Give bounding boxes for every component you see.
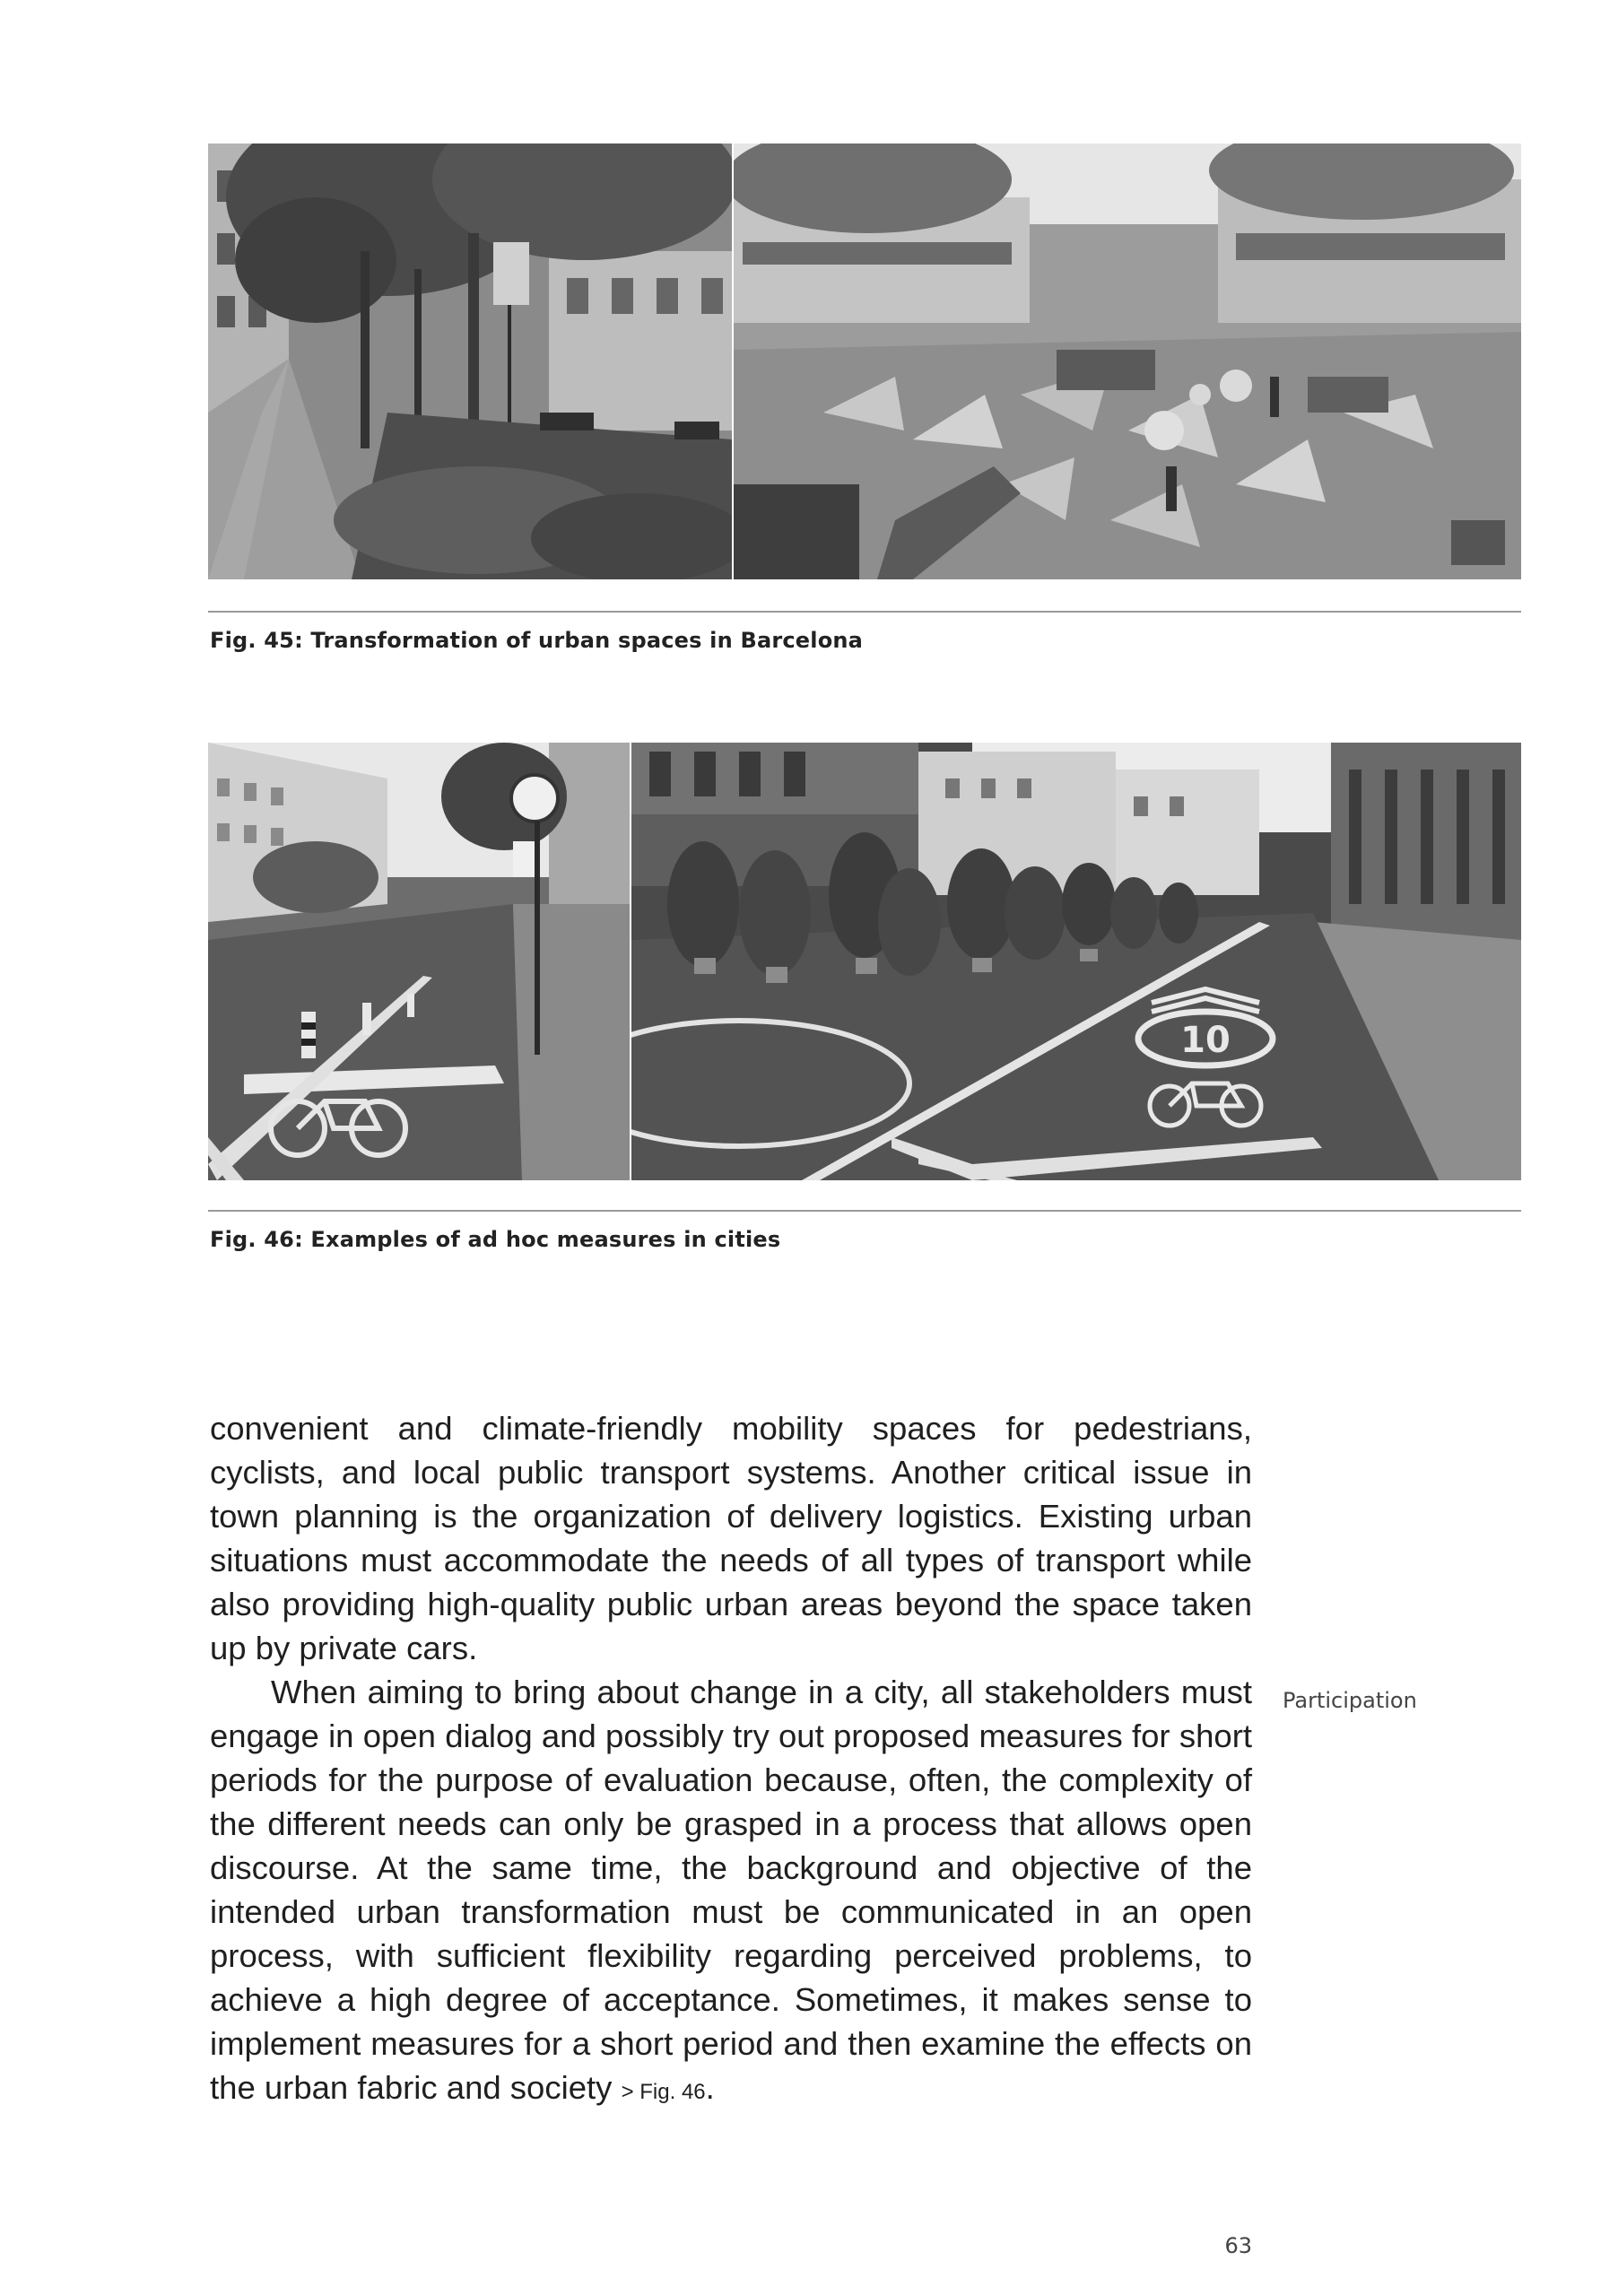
bike-street-photo [631,743,1521,1180]
margin-note: Participation [1283,1688,1417,1713]
paragraph-2-text: When aiming to bring about change in a city, all stakeholders must engage in open dialog and possibly try out proposed measures for short periods for the purpose of evaluation because, often, the complexity of the different needs can only be grasped in a process that allows open discourse. At the same time, the background and objective of the intended urban transformation must be communicated in an open process, with sufficient flexibility regarding perceived problems, to achieve a high degree of acceptance. Sometimes, it makes sense to implement measures for a short period and then examine the effects on the urban fabric and society [210,1674,1252,2106]
figure-45-rule [208,611,1521,613]
speed-marking: 10 [1180,1020,1231,1061]
paragraph-1: convenient and climate-friendly mobility spaces for pedestrians, cyclists, and local public transport systems. Another critical issue in town planning is the organization of delivery logistics. Existing urban situations must accommodate the needs of all types of transport while also providing high-quality public urban areas beyond the space taken up by private cars. [210,1410,1252,1666]
paragraph-2 [210,1670,1252,2114]
page-number: 63 [1224,2233,1252,2258]
figure-46-rule [208,1210,1521,1212]
painted-plaza-photo [734,144,1521,579]
tree-lined-street-photo [208,144,732,579]
figure-cross-reference: > Fig. 46 [621,2080,706,2104]
body-text [210,1406,1252,2114]
figure-46-caption: Fig. 46: Examples of ad hoc measures in cities [210,1227,781,1252]
figure-45-caption: Fig. 45: Transformation of urban spaces in Barcelona [210,628,864,653]
paragraph-2-end: . [705,2069,715,2106]
pop-up-bike-lane-photo [208,743,630,1180]
